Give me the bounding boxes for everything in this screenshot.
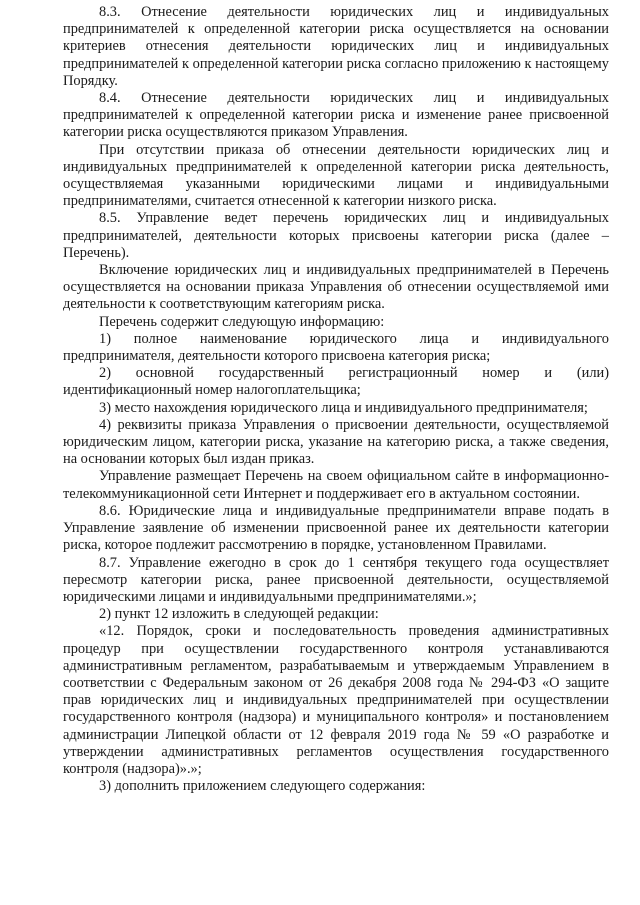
list-item-4: 4) реквизиты приказа Управления о присвоении деятельности, осуществляемой юридическим лицом, категории риска, указание на категорию риска, а также сведения, на основании которых был издан приказ. (63, 416, 609, 468)
paragraph-8-3: 8.3. Отнесение деятельности юридических лиц и индивидуальных предпринимателей к определенной категории риска осуществляется на основании критериев отнесения деятельности юридических лиц и индивидуальных предпринимателей к определенной категории риска согласно приложению к настоящему Порядку. (63, 4, 609, 89)
paragraph-8-4: 8.4. Отнесение деятельности юридических лиц и индивидуальных предпринимателей к определенной категории риска и изменение ранее присвоенной категории риска осуществляются приказом Управления. (63, 90, 609, 141)
paragraph-amend-3: 3) дополнить приложением следующего содержания: (99, 778, 426, 795)
list-item-2: 2) основной государственный регистрационный номер и (или) идентификационный номер налогоплательщика; (63, 365, 609, 399)
paragraph-12: «12. Порядок, сроки и последовательность проведения административных процедур при осуществлении государственного контроля устанавливаются административным регламентом, разрабатываемым и утверждаемым Управлением в соответствии с Федеральным законом от 26 декабря 2008 года № 294-ФЗ «О защите прав юридических лиц и индивидуальных предпринимателей при осуществлении государственного контроля (надзора) и муниципального контроля» и постановлением администрации Липецкой области от 12 февраля 2019 года № 59 «О разработке и утверждении административных регламентов осуществления государственного контроля (надзора)».»; (63, 623, 609, 777)
document-page (63, 4, 609, 795)
paragraph-8-6: 8.6. Юридические лица и индивидуальные предприниматели вправе подать в Управление заявление об изменении присвоенной ранее их деятельности категории риска, которое подлежит рассмотрению в порядке, установленном Правилами. (63, 502, 609, 554)
paragraph-amend-2: 2) пункт 12 изложить в следующей редакции: (99, 606, 379, 623)
paragraph-8-7: 8.7. Управление ежегодно в срок до 1 сентября текущего года осуществляет пересмотр категории риска, ранее присвоенной деятельности, осуществляемой юридическими лицами и индивидуальными предпринимателями.»; (63, 554, 609, 605)
paragraph-list-intro: Перечень содержит следующую информацию: (99, 313, 385, 330)
paragraph-no-order: При отсутствии приказа об отнесении деятельности юридических лиц и индивидуальных предпринимателей к определенной категории риска деятельность, осуществляемая указанными юридическими лицами и индивидуальными предпринимателями, считается отнесенной к категории низкого риска. (63, 141, 609, 210)
list-item-1: 1) полное наименование юридического лица и индивидуального предпринимателя, деятельности которого присвоена категория риска; (63, 330, 609, 365)
paragraph-publication: Управление размещает Перечень на своем официальном сайте в информационно-телекоммуникационной сети Интернет и поддерживает его в актуальном состоянии. (63, 468, 609, 502)
paragraph-inclusion: Включение юридических лиц и индивидуальных предпринимателей в Перечень осуществляется на основании приказа Управления об отнесении осуществляемой ими деятельности к соответствующим категориям риска. (63, 262, 609, 313)
list-item-3: 3) место нахождения юридического лица и индивидуального предпринимателя; (99, 399, 588, 416)
paragraph-8-5: 8.5. Управление ведет перечень юридических лиц и индивидуальных предпринимателей, деятельности которых присвоены категории риска (далее – Перечень). (63, 210, 609, 261)
